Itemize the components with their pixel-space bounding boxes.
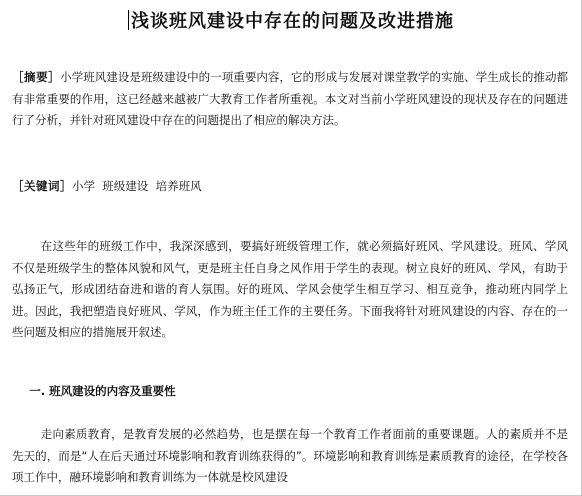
abstract-label: ［摘要］ [12,70,61,84]
keywords-text: 小学 班级建设 培养班风 [72,179,202,193]
document-title-text: 浅谈班风建设中存在的问题及改进措施 [131,11,454,32]
body-paragraph-2: 走向素质教育，是教育发展的必然趋势，也是摆在每一个教育工作者面前的重要课题。人的素质并不是先天的，而是“人在后天通过环境影响和教育训练获得的”。环境影响和教育训练是素质教育的途径，在学校各项工作中，融环境影响和教育训练为一体就是校风建设 [12,427,568,484]
abstract-text: 小学班风建设是班级建设中的一项重要内容，它的形成与发展对课堂教学的实施、学生成长的推动都有非常重要的作用，这已经越来越被广大教育工作者所重视。本文对当前小学班风建设的现状及存在的问题进行了分析，并针对班风建设中存在的问题提出了相应的解决方法。 [12,70,568,127]
abstract-paragraph [12,67,568,132]
body-paragraph-1: 在这些年的班级工作中，我深深感到，要搞好班级管理工作，就必须搞好班风、学风建设。班风、学风不仅是班级学生的整体风貌和风气，更是班主任自身之风作用于学生的表现。树立良好的班风、学风，有助于弘扬正气，形成团结奋进和谐的育人氛围。好的班风、学风会使学生相互学习、相互竞争，推动班内同学上进。因此，我把塑造良好班风、学风，作为班主任工作的主要任务。下面我将针对班风建设的内容、存在的一些问题及相应的措施展开叙述。 [12,239,568,339]
text-cursor [128,10,129,30]
keywords-paragraph [12,176,568,198]
keywords-label: ［关键词］ [12,179,72,193]
document-title [0,9,582,35]
section-heading: 一. 班风建设的内容及重要性 [29,384,176,398]
